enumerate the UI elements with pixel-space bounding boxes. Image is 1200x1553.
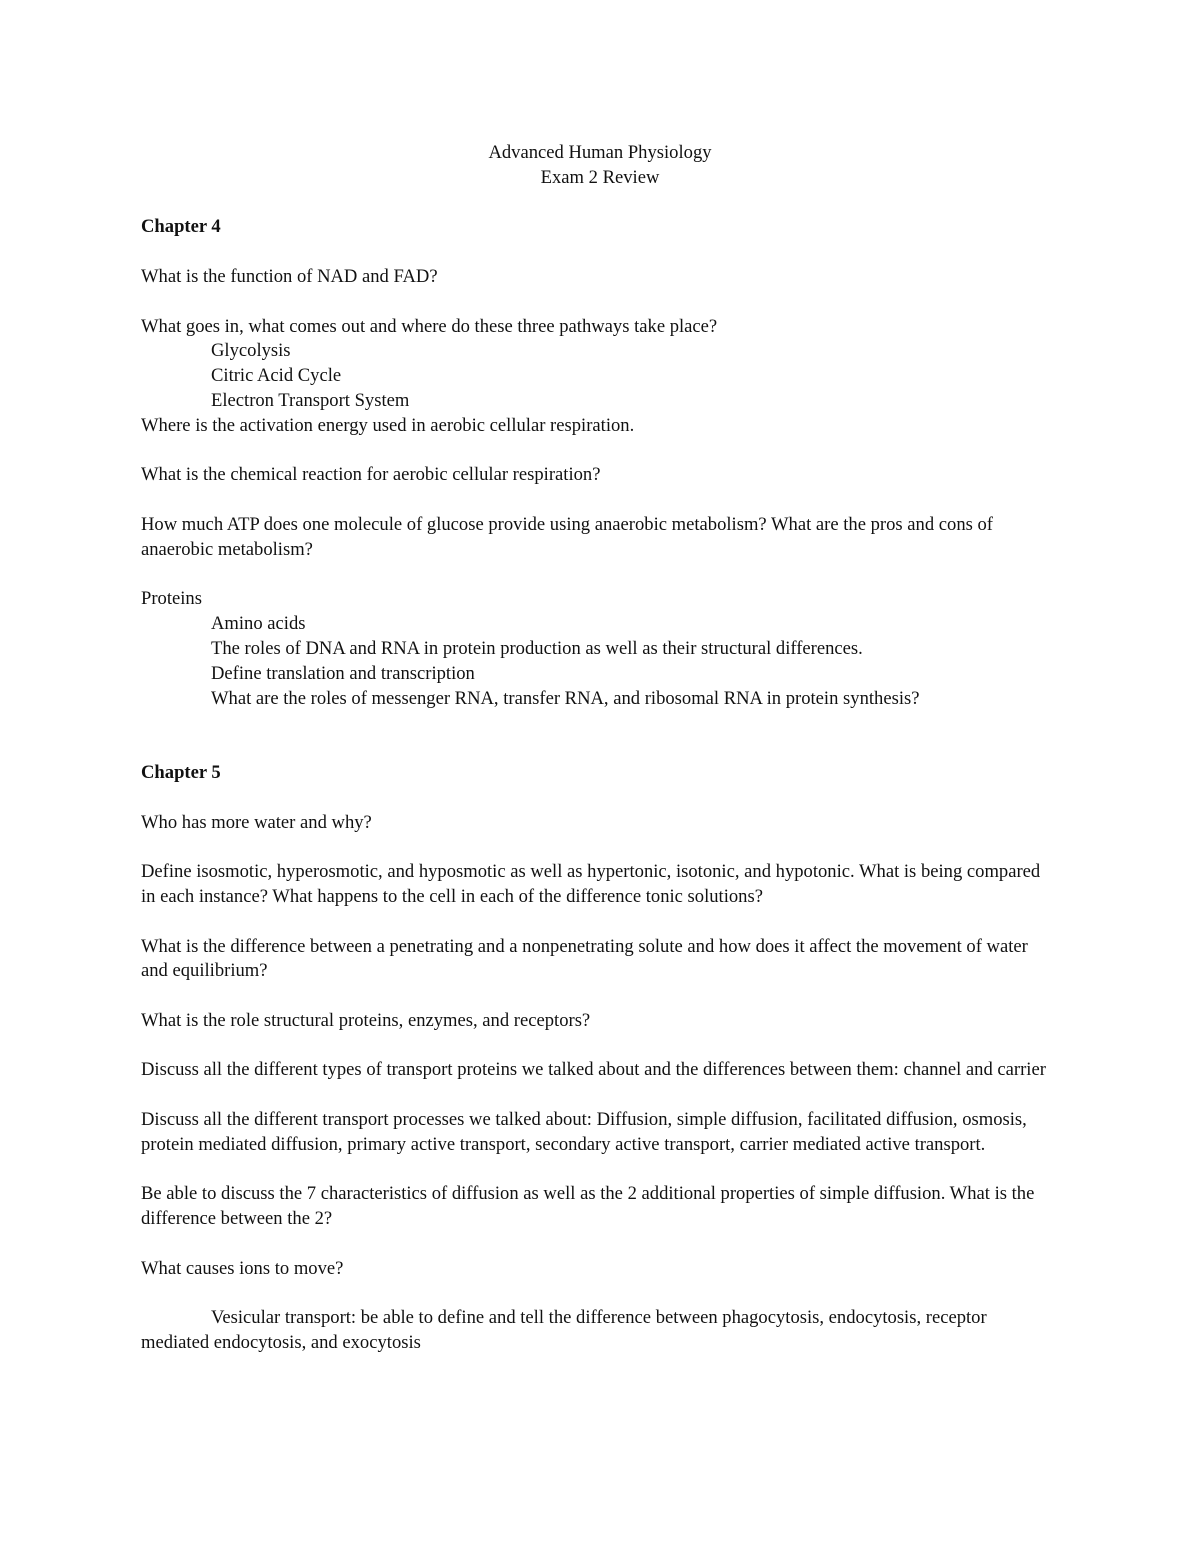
pathway-item: Glycolysis <box>211 340 291 362</box>
chapter-4-heading: Chapter 4 <box>141 216 221 238</box>
spacer <box>141 439 1051 464</box>
spacer <box>141 835 1051 860</box>
spacer <box>141 786 1051 811</box>
spacer <box>141 563 1051 588</box>
question-protein-roles: What is the role structural proteins, enzymes, and receptors? <box>141 1009 591 1031</box>
question-atp-anaerobic: How much ATP does one molecule of glucose provide using anaerobic metabolism? What are the pros and cons of anaerobic metabolism? <box>141 513 993 560</box>
document-body <box>141 141 1051 1356</box>
pathway-item: Citric Acid Cycle <box>211 365 342 387</box>
question-ion-movement: What causes ions to move? <box>141 1257 344 1279</box>
spacer <box>141 488 1051 513</box>
spacer <box>141 711 1051 736</box>
chapter-5-heading: Chapter 5 <box>141 761 221 783</box>
spacer <box>141 984 1051 1009</box>
proteins-label: Proteins <box>141 588 202 610</box>
question-transport-processes: Discuss all the different transport processes we talked about: Diffusion, simple diffusion, facilitated diffusion, osmosis, protein mediated diffusion, primary active transport, secondary active transport, carrier mediated active transport. <box>141 1109 1027 1155</box>
spacer <box>141 1083 1051 1108</box>
question-solutes: What is the difference between a penetrating and a nonpenetrating solute and how does it affect the movement of water and equilibrium? <box>141 935 1028 982</box>
document-title: Advanced Human Physiology <box>488 142 712 163</box>
protein-item: Define translation and transcription <box>211 662 475 684</box>
spacer <box>141 910 1051 935</box>
protein-item: The roles of DNA and RNA in protein production as well as their structural differences. <box>211 637 863 659</box>
question-nad-fad: What is the function of NAD and FAD? <box>141 265 438 287</box>
spacer <box>141 1158 1051 1183</box>
spacer <box>141 191 1051 216</box>
spacer <box>141 1034 1051 1059</box>
pathway-item: Electron Transport System <box>211 389 410 411</box>
question-vesicular-transport: Vesicular transport: be able to define and tell the difference between phagocytosis, endocytosis, receptor mediated endocytosis, and exocytosis <box>141 1307 987 1354</box>
document-subtitle: Exam 2 Review <box>540 166 660 188</box>
question-transport-proteins: Discuss all the different types of transport proteins we talked about and the differences between them: channel and carrier <box>141 1059 1046 1081</box>
spacer <box>141 1232 1051 1257</box>
spacer <box>141 240 1051 265</box>
protein-item: Amino acids <box>211 613 306 635</box>
question-chemical-reaction: What is the chemical reaction for aerobic cellular respiration? <box>141 464 601 486</box>
spacer <box>141 290 1051 315</box>
question-pathways: What goes in, what comes out and where do these three pathways take place? <box>141 315 718 337</box>
question-osmotic-tonicity: Define isosmotic, hyperosmotic, and hyposmotic as well as hypertonic, isotonic, and hypotonic. What is being compared in each instance? What happens to the cell in each of the difference tonic solutions? <box>141 861 1041 907</box>
protein-item: What are the roles of messenger RNA, transfer RNA, and ribosomal RNA in protein synthesis? <box>211 687 920 709</box>
question-activation-energy: Where is the activation energy used in aerobic cellular respiration. <box>141 414 635 436</box>
question-water: Who has more water and why? <box>141 811 372 833</box>
spacer <box>141 1282 1051 1307</box>
spacer <box>141 736 1051 761</box>
question-diffusion-characteristics: Be able to discuss the 7 characteristics of diffusion as well as the 2 additional properties of simple diffusion. What is the difference between the 2? <box>141 1183 1035 1230</box>
